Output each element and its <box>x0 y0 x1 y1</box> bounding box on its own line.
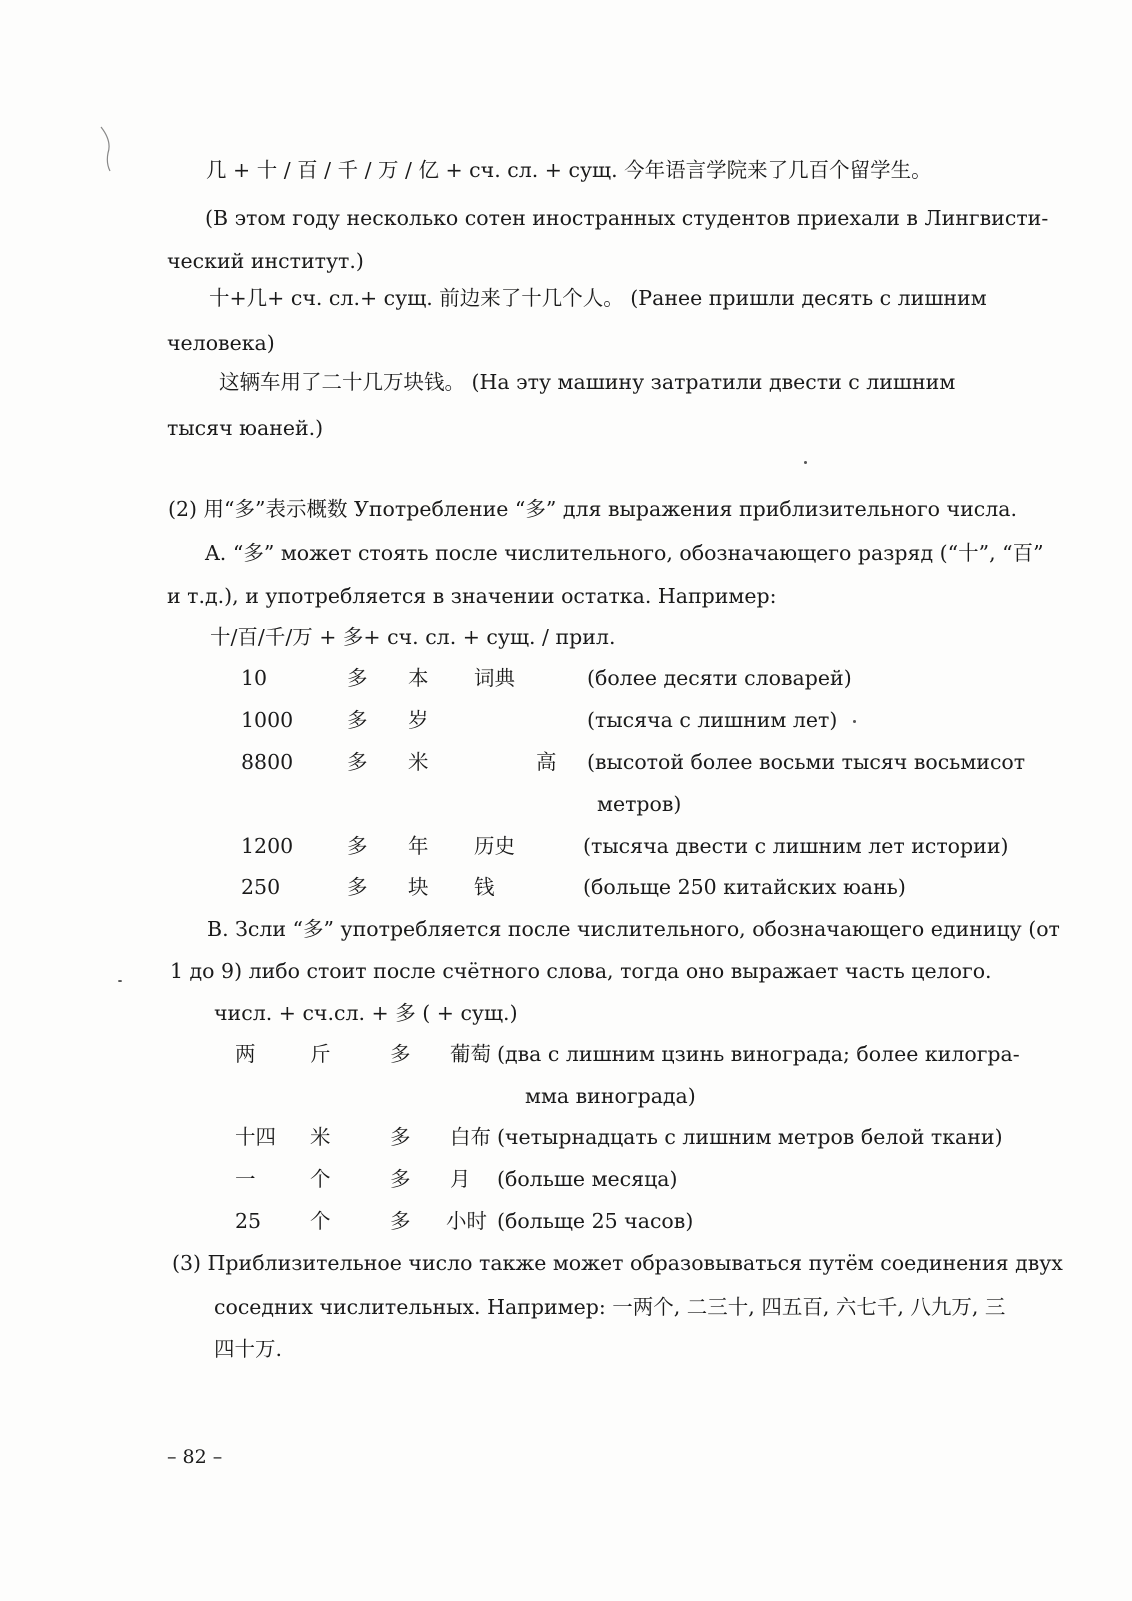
table-cell-measure: 年 <box>408 834 429 858</box>
table-cell-measure: 个 <box>310 1167 331 1191</box>
text-line: 四十万. <box>214 1337 283 1361</box>
table-cell-noun: 葡萄 <box>450 1042 491 1066</box>
table-cell-translation: (тысяча с лишним лет) <box>587 708 838 732</box>
table-cell-measure: 米 <box>408 750 429 774</box>
table-cell-noun: 月 <box>450 1167 471 1191</box>
table-cell-duo: 多 <box>347 834 368 858</box>
text-line: соседних числительных. Например: 一两个, 二三十, 四五百, 六七千, 八九万, 三 <box>214 1295 1006 1319</box>
section-heading: (3) Приблизительное число также может образовываться путём соединения двух <box>172 1251 1063 1275</box>
table-cell-noun: 小时 <box>446 1209 487 1233</box>
table-cell-measure: 岁 <box>408 708 429 732</box>
table-cell-translation: (больще 250 китайских юань) <box>583 875 906 899</box>
scan-speck <box>118 980 122 982</box>
table-cell-measure: 本 <box>408 666 429 690</box>
formula-line: 十/百/千/万 + 多+ сч. сл. + сущ. / прил. <box>210 625 616 649</box>
table-cell-duo: 多 <box>390 1209 411 1233</box>
scan-speck <box>804 461 807 464</box>
table-cell-num: 8800 <box>241 750 294 774</box>
table-cell-noun: 历史 <box>474 834 515 858</box>
table-cell-noun: 钱 <box>474 875 495 899</box>
text-line: ческий институт.) <box>167 249 364 273</box>
table-cell-translation-cont: метров) <box>597 792 682 816</box>
table-cell-translation: (четырнадцать с лишним метров белой ткани) <box>497 1125 1003 1149</box>
table-cell-noun: 白布 <box>450 1125 491 1149</box>
table-cell-num: 25 <box>235 1209 262 1233</box>
table-cell-duo: 多 <box>347 875 368 899</box>
table-cell-duo: 多 <box>347 708 368 732</box>
table-cell-translation: (больше месяца) <box>497 1167 678 1191</box>
table-cell-translation: (тысяча двести с лишним лет истории) <box>583 834 1009 858</box>
table-cell-num: 1200 <box>241 834 294 858</box>
table-cell-duo: 多 <box>390 1125 411 1149</box>
table-cell-measure: 米 <box>310 1125 331 1149</box>
table-cell-num: 250 <box>241 875 281 899</box>
table-cell-duo: 多 <box>390 1167 411 1191</box>
table-cell-num: 10 <box>241 666 268 690</box>
section-heading: (2) 用“多”表示概数 Употребление “多” для выражения приблизительного числа. <box>168 497 1017 521</box>
table-cell-translation: (больще 25 часов) <box>497 1209 694 1233</box>
scan-mark-left <box>98 125 118 175</box>
table-cell-num: 1000 <box>241 708 294 732</box>
text-line: B. Зсли “多” употребляется после числительного, обозначающего единицу (от <box>207 917 1060 941</box>
text-line: 这辆车用了二十几万块钱。 (На эту машину затратили двести с лишним <box>219 370 956 394</box>
text-line: и т.д.), и употребляется в значении остатка. Например: <box>167 584 777 608</box>
table-cell-measure: 斤 <box>310 1042 331 1066</box>
text-line: A. “多” может стоять после числительного, обозначающего разряд (“十”, “百” <box>205 541 1044 565</box>
table-cell-translation: (два с лишним цзинь винограда; более килогра- <box>497 1042 1020 1066</box>
text-line: 十+几+ сч. сл.+ сущ. 前边来了十几个人。 (Ранее пришли десять с лишним <box>209 286 987 310</box>
text-line: (В этом году несколько сотен иностранных студентов приехали в Лингвисти- <box>205 206 1049 230</box>
table-cell-num: 十四 <box>235 1125 276 1149</box>
table-cell-num: 一 <box>235 1167 256 1191</box>
table-cell-duo: 多 <box>390 1042 411 1066</box>
table-cell-num: 两 <box>235 1042 256 1066</box>
table-cell-duo: 多 <box>347 666 368 690</box>
table-cell-translation: (более десяти словарей) <box>587 666 852 690</box>
page-number: – 82 – <box>167 1446 223 1468</box>
text-line: 1 до 9) либо стоит после счётного слова, тогда оно выражает часть целого. <box>170 959 992 983</box>
table-cell-adjective: 高 <box>536 750 557 774</box>
table-cell-duo: 多 <box>347 750 368 774</box>
table-cell-translation: (высотой более восьми тысяч восьмисот <box>587 750 1026 774</box>
table-cell-measure: 个 <box>310 1209 331 1233</box>
table-cell-translation-cont: мма винограда) <box>525 1084 696 1108</box>
table-cell-noun: 词典 <box>474 666 515 690</box>
text-line: тысяч юаней.) <box>167 416 324 440</box>
text-line: 几 + 十 / 百 / 千 / 万 / 亿 + сч. сл. + сущ. 今年语言学院来了几百个留学生。 <box>206 158 932 182</box>
scan-speck <box>853 720 856 723</box>
table-cell-measure: 块 <box>408 875 429 899</box>
text-line: человека) <box>167 331 275 355</box>
formula-line: числ. + сч.сл. + 多 ( + сущ.) <box>214 1001 518 1025</box>
